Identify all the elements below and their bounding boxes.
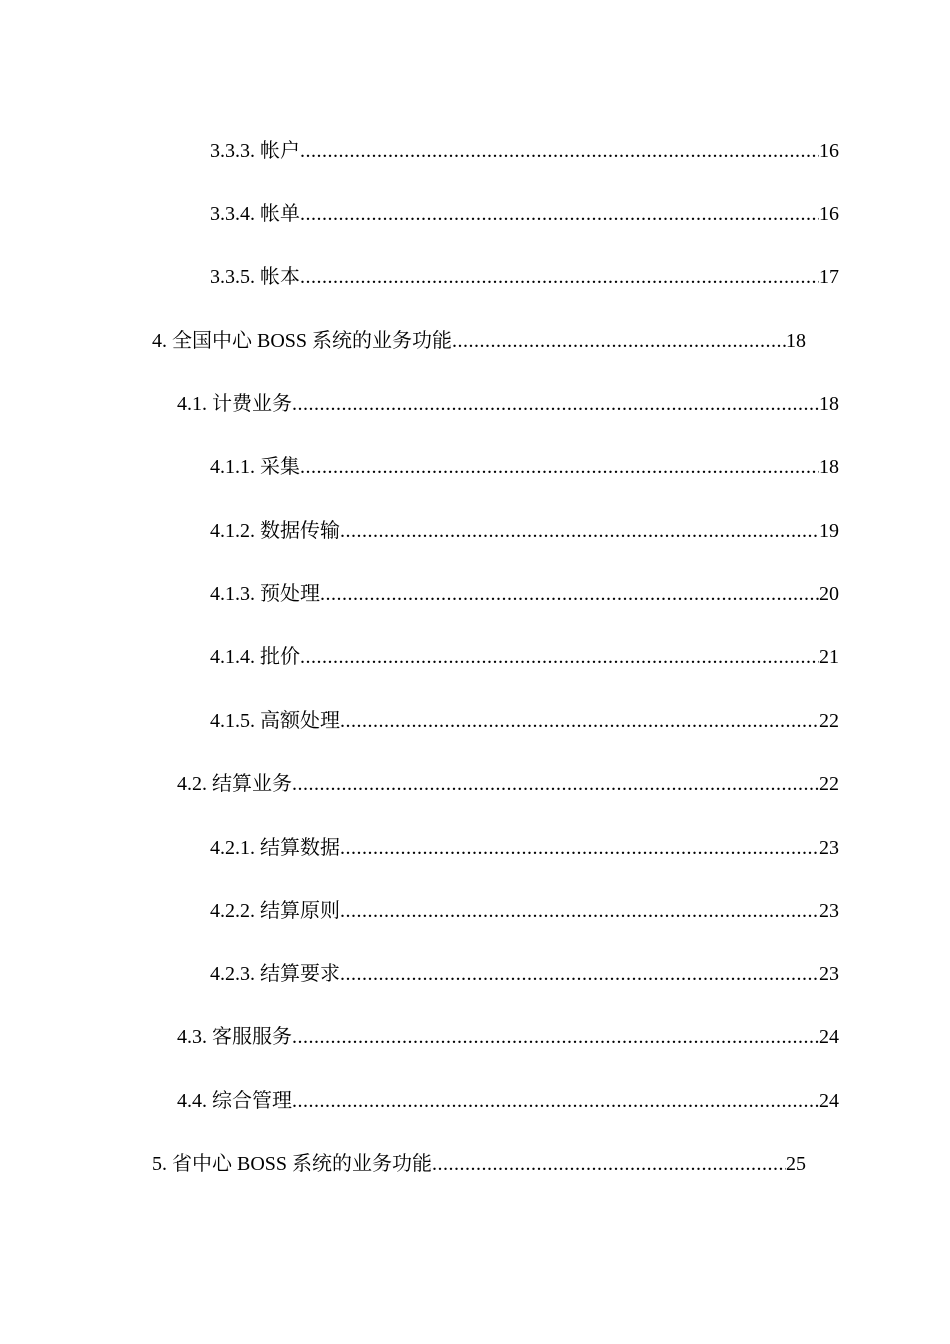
toc-entry-label: 4.4. 综合管理 bbox=[177, 1090, 292, 1112]
toc-entry-label: 5. 省中心 BOSS 系统的业务功能 bbox=[152, 1153, 433, 1175]
toc-page-number: 20 bbox=[819, 583, 839, 605]
toc-entry-label: 4.2.2. 结算原则 bbox=[210, 900, 340, 922]
toc-page-number: 16 bbox=[819, 140, 839, 162]
toc-entry-label: 3.3.4. 帐单 bbox=[210, 203, 300, 225]
toc-page-number: 16 bbox=[819, 203, 839, 225]
toc-entry-label: 4. 全国中心 BOSS 系统的业务功能 bbox=[152, 330, 453, 352]
toc-entry-label: 4.2.1. 结算数据 bbox=[210, 837, 340, 859]
toc-leader-dots bbox=[300, 264, 819, 290]
toc-entry-3-3-5[interactable] bbox=[210, 264, 839, 290]
toc-page-number: 24 bbox=[819, 1026, 839, 1048]
toc-entry-3-3-4[interactable] bbox=[210, 201, 839, 227]
toc-entry-4-2[interactable] bbox=[177, 771, 839, 797]
toc-entry-4-1-1[interactable] bbox=[210, 454, 839, 480]
toc-entry-label: 4.1.4. 批价 bbox=[210, 646, 300, 668]
toc-leader-dots bbox=[292, 1024, 819, 1050]
toc-page-number: 23 bbox=[819, 837, 839, 859]
toc-entry-4-1-4[interactable] bbox=[210, 644, 839, 670]
toc-page-number: 19 bbox=[819, 520, 839, 542]
toc-leader-dots bbox=[292, 391, 819, 417]
toc-entry-label: 4.1.1. 采集 bbox=[210, 456, 300, 478]
toc-entry-4-1-2[interactable] bbox=[210, 518, 839, 544]
toc-entry-4-1[interactable] bbox=[177, 391, 839, 417]
toc-entry-label: 4.3. 客服服务 bbox=[177, 1026, 292, 1048]
toc-leader-dots bbox=[300, 201, 819, 227]
toc-entry-label: 4.1.3. 预处理 bbox=[210, 583, 320, 605]
toc-page-number: 21 bbox=[819, 646, 839, 668]
toc-page-number: 23 bbox=[819, 900, 839, 922]
toc-page-number: 25 bbox=[786, 1153, 806, 1175]
toc-leader-dots bbox=[340, 708, 819, 734]
toc-entry-3-3-3[interactable] bbox=[210, 138, 839, 164]
toc-entry-label: 4.2. 结算业务 bbox=[177, 773, 292, 795]
toc-leader-dots bbox=[320, 581, 819, 607]
toc-leader-dots bbox=[432, 1151, 786, 1177]
toc-entry-4-1-3[interactable] bbox=[210, 581, 839, 607]
toc-page-number: 18 bbox=[819, 393, 839, 415]
toc-leader-dots bbox=[452, 328, 786, 354]
toc-entry-4-1-5[interactable] bbox=[210, 708, 839, 734]
toc-page-number: 22 bbox=[819, 710, 839, 732]
toc-entry-label: 3.3.5. 帐本 bbox=[210, 266, 300, 288]
toc-leader-dots bbox=[300, 644, 819, 670]
toc-entry-4-4[interactable] bbox=[177, 1088, 839, 1114]
toc-page-number: 18 bbox=[786, 330, 806, 352]
toc-entry-5[interactable] bbox=[152, 1151, 806, 1177]
toc-entry-label: 4.1.2. 数据传输 bbox=[210, 520, 340, 542]
toc-page-number: 24 bbox=[819, 1090, 839, 1112]
toc-page-number: 17 bbox=[819, 266, 839, 288]
toc-entry-4[interactable] bbox=[152, 328, 806, 354]
toc-entry-4-2-3[interactable] bbox=[210, 961, 839, 987]
toc-leader-dots bbox=[340, 835, 819, 861]
toc-entry-label: 4.2.3. 结算要求 bbox=[210, 963, 340, 985]
toc-entry-label: 3.3.3. 帐户 bbox=[210, 140, 300, 162]
toc-leader-dots bbox=[292, 1088, 819, 1114]
toc-entry-label: 4.1.5. 高额处理 bbox=[210, 710, 340, 732]
toc-entry-label: 4.1. 计费业务 bbox=[177, 393, 292, 415]
toc-page-number: 18 bbox=[819, 456, 839, 478]
toc-leader-dots bbox=[340, 898, 819, 924]
toc-leader-dots bbox=[340, 961, 819, 987]
toc-page-number: 22 bbox=[819, 773, 839, 795]
toc-leader-dots bbox=[292, 771, 819, 797]
toc-entry-4-2-1[interactable] bbox=[210, 835, 839, 861]
toc-entry-4-3[interactable] bbox=[177, 1024, 839, 1050]
toc-leader-dots bbox=[300, 454, 819, 480]
toc-entry-4-2-2[interactable] bbox=[210, 898, 839, 924]
toc-leader-dots bbox=[300, 138, 819, 164]
toc-leader-dots bbox=[340, 518, 819, 544]
toc-page-number: 23 bbox=[819, 963, 839, 985]
